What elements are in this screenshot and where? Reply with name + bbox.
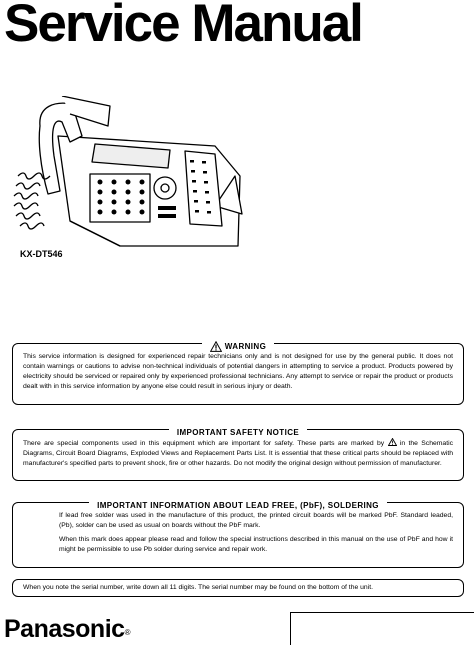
model-number: KX-DT546	[20, 249, 63, 259]
page-title: Service Manual	[4, 0, 362, 53]
order-number-box	[290, 612, 474, 645]
safety-text	[23, 438, 453, 469]
warning-text: This service information is designed for experienced repair technicians only and is not designed for use by the general public. It does not contain warnings or cautions to advise non-technical individuals of potential dangers in attempting to service a product. Products powered by electricity should be serviced or repaired only by experienced professional technicians. Any attempt to service or repair the product or products dealt with in this service information by anyone else could result in serious injury or death.	[23, 353, 453, 390]
serial-number-note: When you note the serial number, write down all 11 digits. The serial number may be found on the bottom of the unit.	[23, 584, 373, 591]
serial-number-box	[12, 579, 464, 597]
lead-free-paragraph-1: If lead free solder was used in the manufacture of this product, the printed circuit boards will be marked PbF. Standard leaded, (Pb), solder can be used as usual on boards without the PbF mark.	[59, 512, 453, 529]
brand-logo	[4, 615, 130, 643]
safety-heading: IMPORTANT SAFETY NOTICE	[169, 428, 307, 437]
phone-illustration	[10, 96, 250, 251]
safety-text-part2: in the Schematic Diagrams, Circuit Board Diagrams, Exploded Views and Replacement Parts List. It is essential that these critical parts should be replaced with manufacturer's specified parts to prevent shock, fire or other hazards. Do not modify the original design without permission of manufacturer.	[23, 440, 453, 467]
warning-heading: WARNING	[224, 342, 267, 351]
lead-free-heading: IMPORTANT INFORMATION ABOUT LEAD FREE, (PbF), SOLDERING	[89, 501, 387, 510]
registered-mark: ®	[124, 628, 130, 637]
lead-free-header	[13, 495, 463, 513]
warning-box	[12, 343, 464, 405]
warning-icon	[210, 341, 222, 352]
safety-notice-box	[12, 429, 464, 481]
warning-header	[13, 336, 463, 354]
brand-name: Panasonic	[4, 615, 125, 643]
safety-header	[13, 422, 463, 440]
safety-text-part1: There are special components used in this equipment which are important for safety. These parts are marked by	[23, 440, 385, 447]
lead-free-paragraph-2: When this mark does appear please read and follow the special instructions described in this manual on the use of PbF and how it might be permissible to use Pb solder during service and repair work.	[59, 536, 453, 553]
lead-free-box	[12, 502, 464, 568]
